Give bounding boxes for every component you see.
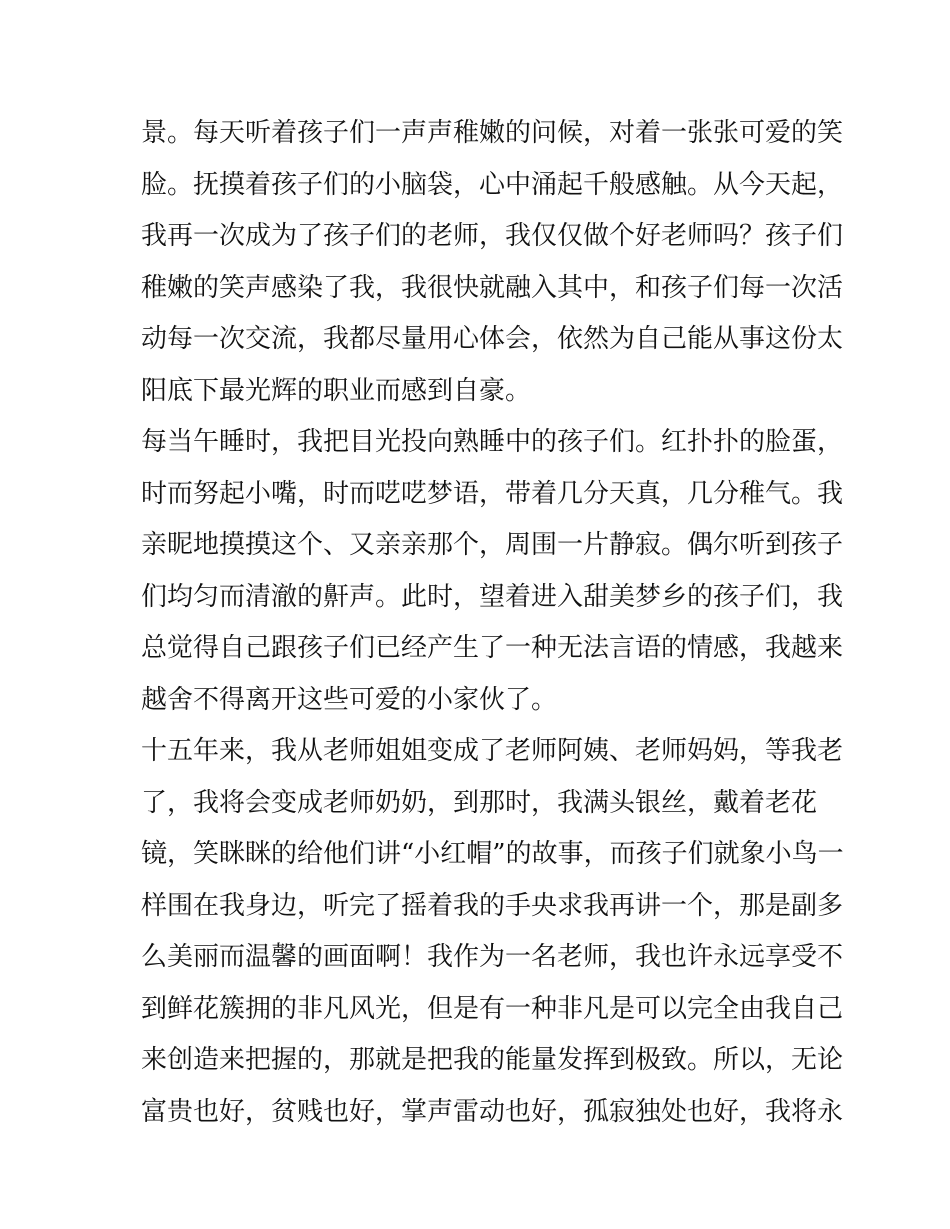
text-line: 动每一次交流，我都尽量用心体会，依然为自己能从事这份太 bbox=[141, 324, 844, 354]
text-line: 总觉得自己跟孩子们已经产生了一种无法言语的情感，我越来 bbox=[141, 633, 844, 663]
text-line: 稚嫩的笑声感染了我，我很快就融入其中，和孩子们每一次活 bbox=[141, 272, 844, 303]
text-line: 脸。抚摸着孩子们的小脑袋，心中涌起千般感触。从今天起， bbox=[141, 169, 844, 200]
paragraph-2 bbox=[141, 417, 844, 726]
text-line: 越舍不得离开这些可爱的小家伙了。 bbox=[141, 684, 558, 715]
text-line: 十五年来，我从老师姐姐变成了老师阿姨、老师妈妈，等我老 bbox=[141, 736, 844, 766]
text-line: 景。每天听着孩子们一声声稚嫩的问候，对着一张张可爱的笑 bbox=[141, 118, 844, 148]
text-line: 富贵也好，贫贱也好，掌声雷动也好，孤寂独处也好，我将永 bbox=[141, 1096, 844, 1127]
paragraph-3 bbox=[141, 726, 844, 1138]
text-line: 亲昵地摸摸这个、又亲亲那个，周围一片静寂。偶尔听到孩子 bbox=[141, 530, 844, 560]
text-line: 每当午睡时，我把目光投向熟睡中的孩子们。红扑扑的脸蛋， bbox=[141, 427, 844, 457]
text-line: 来创造来把握的，那就是把我的能量发挥到极致。所以，无论 bbox=[141, 1045, 844, 1075]
text-line: 样围在我身边，听完了摇着我的手央求我再讲一个，那是副多 bbox=[141, 890, 844, 921]
text-line: 了，我将会变成老师奶奶，到那时，我满头银丝，戴着老花 bbox=[141, 787, 818, 818]
text-line: 我再一次成为了孩子们的老师，我仅仅做个好老师吗？孩子们 bbox=[141, 221, 844, 251]
paragraph-1 bbox=[141, 108, 844, 417]
text-line: 阳底下最光辉的职业而感到自豪。 bbox=[141, 375, 532, 406]
text-line: 么美丽而温馨的画面啊！我作为一名老师，我也许永远享受不 bbox=[141, 942, 844, 972]
text-line: 时而努起小嘴，时而呓呓梦语，带着几分天真，几分稚气。我 bbox=[141, 478, 844, 509]
text-line: 们均匀而清澈的鼾声。此时，望着进入甜美梦乡的孩子们，我 bbox=[141, 581, 844, 612]
text-line: 镜，笑眯眯的给他们讲“小红帽”的故事，而孩子们就象小鸟一 bbox=[141, 839, 844, 869]
document-body bbox=[141, 108, 844, 1138]
text-line: 到鲜花簇拥的非凡风光，但是有一种非凡是可以完全由我自己 bbox=[141, 993, 844, 1024]
